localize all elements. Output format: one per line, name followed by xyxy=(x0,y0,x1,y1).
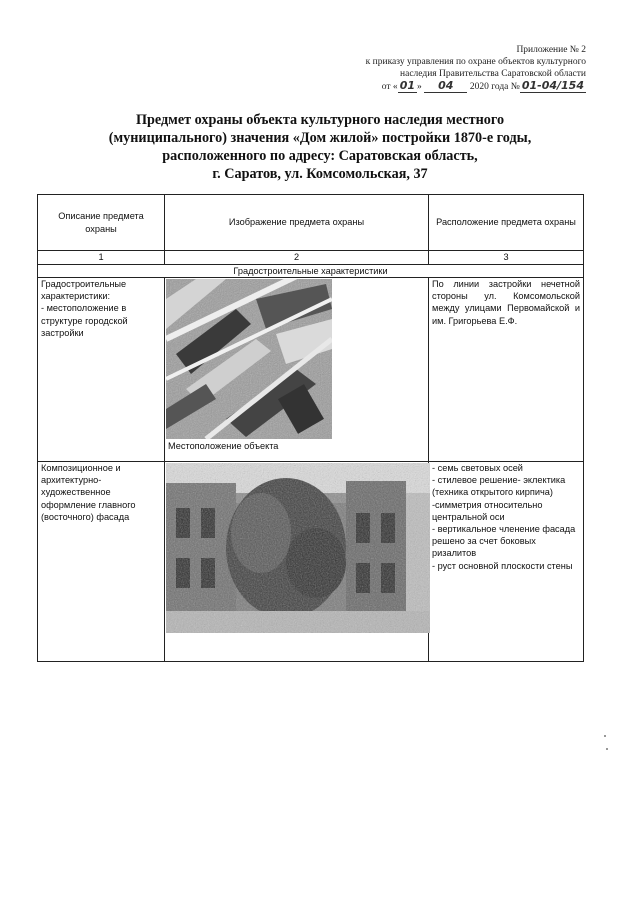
appendix-number: 01-04/154 xyxy=(521,79,584,92)
table-header-row xyxy=(38,195,584,251)
row1-location: По линии застройки нечетной стороны ул. Комсомольской между улицами Первомайской и им. Григорьева Е.Ф. xyxy=(429,278,584,462)
header-location: Расположение предмета охраны xyxy=(429,195,584,251)
appendix-day: 01 xyxy=(399,79,415,92)
title-line-1: Предмет охраны объекта культурного наследия местного xyxy=(135,112,505,128)
row2-location-item: - стилевое решение- эклектика (техника открытого кирпича) xyxy=(432,475,566,498)
table-row xyxy=(38,462,584,662)
table-section-row xyxy=(38,265,584,278)
scan-speck xyxy=(606,748,608,750)
appendix-line-2: к приказу управления по охране объектов культурного xyxy=(365,57,586,67)
header-image: Изображение предмета охраны xyxy=(165,195,429,251)
column-number-1: 1 xyxy=(38,251,165,265)
appendix-year-text: 2020 года № xyxy=(469,82,520,92)
appendix-mid: » xyxy=(417,82,422,92)
section-title: Градостроительные характеристики xyxy=(38,265,584,278)
appendix-line-1: Приложение № 2 xyxy=(516,45,586,55)
title-line-3: расположенного по адресу: Саратовская область, xyxy=(162,148,478,164)
row2-image-cell xyxy=(165,462,429,662)
row2-location-item: - руст основной плоскости стены xyxy=(432,560,573,571)
row2-location-item: - семь световых осей xyxy=(432,463,523,473)
row1-description-heading: Градостроительные характеристики: xyxy=(41,279,127,302)
header-description: Описание предмета охраны xyxy=(38,195,165,251)
appendix-month: 04 xyxy=(424,79,467,93)
column-number-2: 2 xyxy=(165,251,429,265)
appendix-date-line xyxy=(266,80,586,93)
aerial-map-photo xyxy=(166,279,332,439)
table-row xyxy=(38,278,584,462)
row2-description xyxy=(38,462,165,662)
appendix-from-prefix: от « xyxy=(381,82,398,92)
row2-description-text: Композиционное и архитектурно-художественное оформление главного (восточного) фасада xyxy=(41,463,136,522)
title-line-4: г. Саратов, ул. Комсомольская, 37 xyxy=(212,166,428,182)
row1-description-item: - местоположение в структуре городской застройки xyxy=(41,303,128,338)
document-title xyxy=(60,111,580,183)
row1-image-cell xyxy=(165,278,429,462)
table-number-row xyxy=(38,251,584,265)
title-line-2: (муниципального) значения «Дом жилой» постройки 1870-е годы, xyxy=(108,130,532,146)
facade-photo xyxy=(166,463,430,633)
row1-image-caption: Местоположение объекта xyxy=(168,441,279,451)
protection-subject-table xyxy=(37,194,584,662)
appendix-header xyxy=(266,44,586,93)
row2-location xyxy=(429,462,584,662)
row2-location-item: -симметрия относительно центральной оси xyxy=(432,499,543,522)
row2-location-item: - вертикальное членение фасада решено за счет боковых ризалитов xyxy=(432,524,576,559)
column-number-3: 3 xyxy=(429,251,584,265)
appendix-line-3: наследия Правительства Саратовской области xyxy=(400,69,586,79)
row1-description xyxy=(38,278,165,462)
scan-speck xyxy=(604,735,606,737)
